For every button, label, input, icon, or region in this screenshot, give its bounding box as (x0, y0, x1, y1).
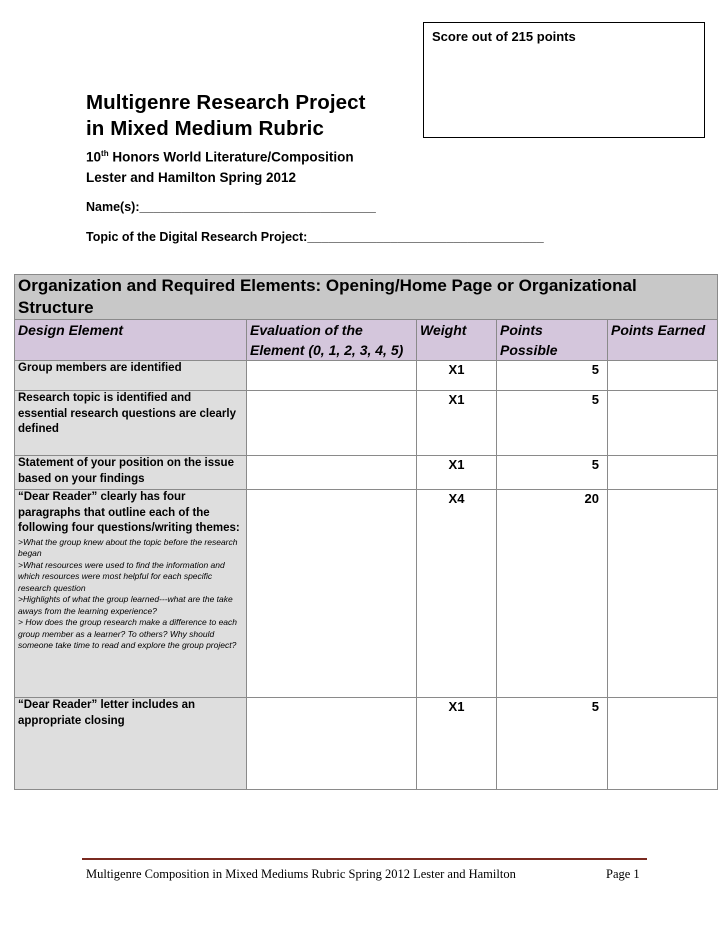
weight-cell: X1 (417, 361, 497, 391)
sub-question: >What the group knew about the topic before the research began (18, 536, 238, 558)
section-title: Organization and Required Elements: Opening/Home Page or Organizational Structure (15, 275, 718, 320)
teachers-line: Lester and Hamilton Spring 2012 (86, 169, 297, 185)
weight-cell: X1 (417, 456, 497, 490)
points-earned-cell[interactable] (608, 391, 718, 456)
footer-divider (82, 858, 647, 860)
evaluation-cell[interactable] (247, 490, 417, 698)
evaluation-cell[interactable] (247, 361, 417, 391)
evaluation-cell[interactable] (247, 391, 417, 456)
points-earned-cell[interactable] (608, 361, 718, 391)
points-earned-cell[interactable] (608, 698, 718, 790)
weight-cell: X1 (417, 391, 497, 456)
design-element-cell: Group members are identified (15, 361, 247, 391)
col-points-possible: Points Possible (497, 320, 608, 361)
sub-question: >Highlights of what the group learned---what are the take aways from the learning experience? (18, 594, 233, 616)
points-possible-cell: 5 (497, 456, 608, 490)
rubric-table (14, 274, 718, 790)
points-possible-cell: 5 (497, 391, 608, 456)
design-element-cell: “Dear Reader” letter includes an appropriate closing (15, 698, 247, 790)
design-element-cell: Research topic is identified and essential research questions are clearly defined (15, 391, 247, 456)
score-box[interactable] (423, 22, 705, 138)
table-row (15, 490, 718, 698)
course-name: Honors World Literature/Composition (108, 149, 354, 165)
points-possible-cell: 20 (497, 490, 608, 698)
grade-number: 10 (86, 149, 102, 165)
title-line-2: in Mixed Medium Rubric (86, 117, 324, 140)
table-row (15, 361, 718, 391)
score-label: Score out of 215 points (432, 29, 576, 44)
col-evaluation: Evaluation of the Element (0, 1, 2, 3, 4, 5) (247, 320, 417, 361)
grade-suffix: th (101, 149, 109, 158)
title-line-1: Multigenre Research Project (86, 91, 366, 114)
evaluation-cell[interactable] (247, 698, 417, 790)
weight-cell: X4 (417, 490, 497, 698)
design-element-text: “Dear Reader” clearly has four paragraphs that outline each of the following four questions/writing themes: (18, 491, 240, 534)
names-field[interactable]: Name(s):__________________________________ (86, 200, 376, 214)
column-header-row (15, 320, 718, 361)
section-header-row (15, 275, 718, 320)
topic-field[interactable]: Topic of the Digital Research Project:__________________________________ (86, 230, 544, 244)
evaluation-cell[interactable] (247, 456, 417, 490)
table-row (15, 456, 718, 490)
col-points-earned: Points Earned (608, 320, 718, 361)
col-weight: Weight (417, 320, 497, 361)
points-earned-cell[interactable] (608, 456, 718, 490)
design-element-cell: Statement of your position on the issue based on your findings (15, 456, 247, 490)
sub-question: >What resources were used to find the information and which resources were most helpful for each specific research question (18, 559, 225, 593)
points-earned-cell[interactable] (608, 490, 718, 698)
points-possible-cell: 5 (497, 698, 608, 790)
document-header (86, 90, 366, 188)
design-element-cell (15, 490, 247, 698)
points-possible-cell: 5 (497, 361, 608, 391)
table-row (15, 391, 718, 456)
page-number: Page 1 (606, 867, 640, 881)
course-line (86, 144, 366, 168)
footer-text: Multigenre Composition in Mixed Mediums Rubric Spring 2012 Lester and Hamilton (86, 867, 516, 881)
table-row (15, 698, 718, 790)
weight-cell: X1 (417, 698, 497, 790)
sub-question: > How does the group research make a difference to each group member as a learner? To others? Why should someone take time to read and explore the group project? (18, 617, 238, 650)
col-design-element: Design Element (15, 320, 247, 361)
